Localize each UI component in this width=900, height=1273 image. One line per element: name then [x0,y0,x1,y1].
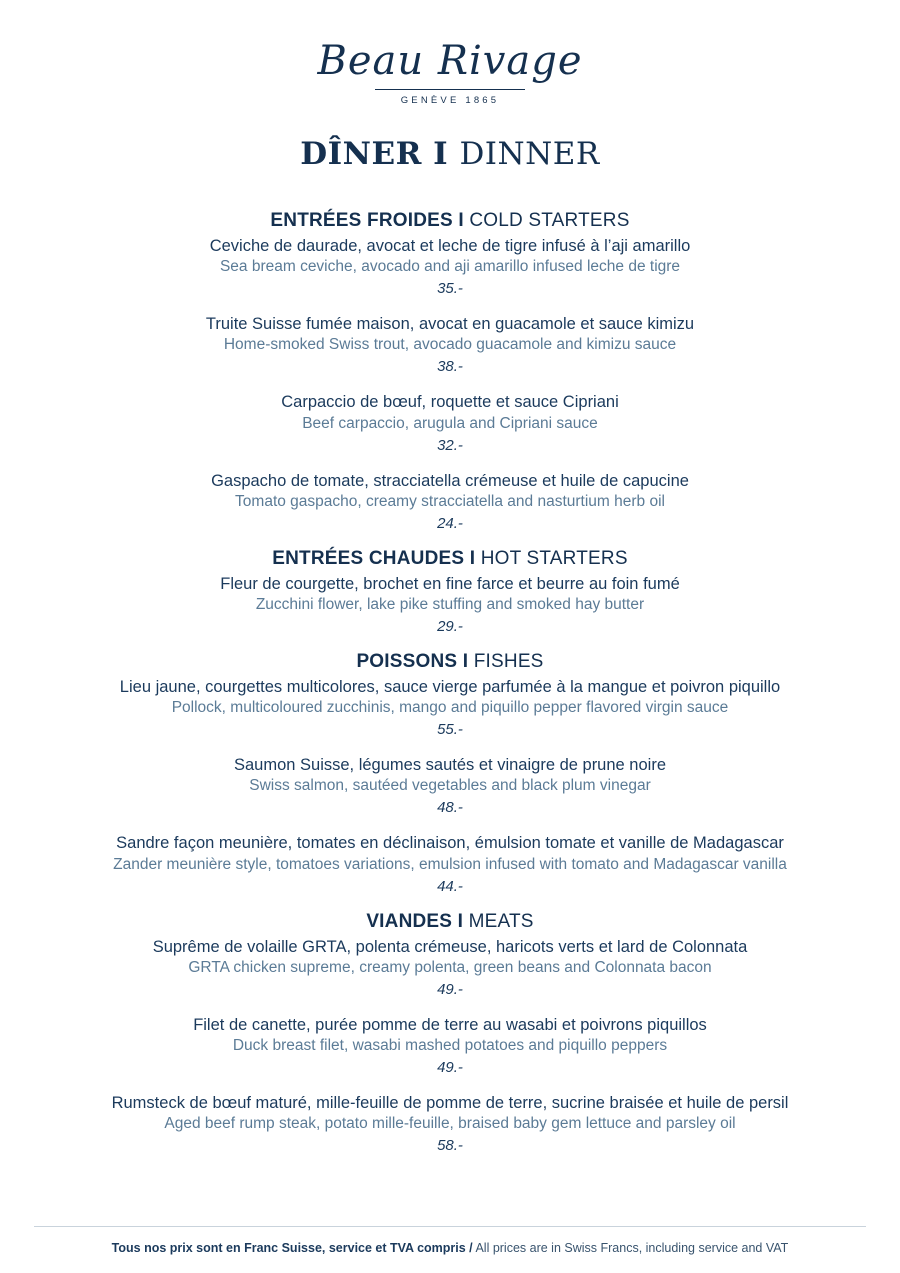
menu-item-price: 24.- [437,514,463,532]
menu-item [44,391,856,455]
menu-item-name-en: Beef carpaccio, arugula and Cipriani sauce [302,414,598,432]
page-title [44,136,856,172]
section-heading-en: COLD STARTERS [469,210,630,231]
menu-item-name-fr: Saumon Suisse, légumes sautés et vinaigre de prune noire [233,756,666,775]
page-title-en: DINNER [459,136,600,172]
menu-item-name-fr: Rumsteck de bœuf maturé, mille-feuille de pomme de terre, sucrine braisée et huile de persil [111,1093,789,1112]
section-heading-fr: ENTRÉES CHAUDES [272,547,465,569]
menu-item-name-en: Zucchini flower, lake pike stuffing and smoked hay butter [255,596,645,614]
menu-item-price: 32.- [437,436,463,454]
menu-item-name-fr: Lieu jaune, courgettes multicolores, sauce vierge parfumée à la mangue et poivron piquillo [119,677,781,696]
menu-item [44,313,856,377]
menu-item [44,573,856,637]
menu-item-name-en: Tomato gaspacho, creamy stracciatella and nasturtium herb oil [235,492,665,510]
section-heading [44,911,856,933]
section-heading-separator: I [452,210,470,231]
menu-item [44,1014,856,1078]
menu-item [44,235,856,299]
menu-item-price: 49.- [437,980,463,998]
section-heading-fr: VIANDES [366,910,453,932]
menu-sections [44,196,856,1226]
menu-item-price: 38.- [437,358,463,376]
menu-item [44,676,856,740]
section-heading [44,651,856,673]
brand-name: Beau Rivage [317,38,583,84]
section-heading-en: MEATS [468,910,534,932]
section-heading-en: HOT STARTERS [480,547,628,569]
menu-item-name-fr: Fleur de courgette, brochet en fine farce et beurre au foin fumé [220,574,680,593]
menu-item-price: 49.- [437,1058,463,1076]
section-heading-separator: I [464,547,481,569]
menu-item-name-en: Zander meunière style, tomatoes variations, emulsion infused with tomato and Madagascar vanilla [113,855,787,873]
section-heading-separator: I [457,650,474,672]
menu-item [44,470,856,534]
footer-note-en: All prices are in Swiss Francs, including service and VAT [472,1241,789,1255]
menu-section-hot-starters [44,548,856,637]
menu-section-cold-starters [44,210,856,534]
section-heading [44,210,856,232]
page-title-fr: DÎNER [300,136,422,172]
menu-item-name-fr: Ceviche de daurade, avocat et leche de tigre infusé à l’aji amarillo [209,237,691,255]
section-heading-fr: ENTRÉES FROIDES [270,210,453,231]
brand-subtitle: GENÈVE 1865 [400,95,500,106]
menu-item-price: 29.- [437,617,463,635]
menu-item-name-en: Aged beef rump steak, potato mille-feuille, braised baby gem lettuce and parsley oil [164,1115,736,1133]
page-title-separator: I [421,136,460,172]
menu-item-name-fr: Truite Suisse fumée maison, avocat en guacamole et sauce kimizu [205,315,695,334]
menu-item-name-en: GRTA chicken supreme, creamy polenta, green beans and Colonnata bacon [188,958,712,976]
menu-item-price: 48.- [437,799,463,817]
menu-item-name-en: Home-smoked Swiss trout, avocado guacamole and kimizu sauce [223,336,677,354]
menu-item-name-fr: Gaspacho de tomate, stracciatella crémeuse et huile de capucine [211,471,689,490]
menu-item [44,754,856,818]
logo-divider [375,89,525,90]
section-heading-fr: POISSONS [356,650,458,672]
menu-item-price: 58.- [437,1137,463,1155]
menu-item-name-en: Duck breast filet, wasabi mashed potatoes and piquillo peppers [232,1036,668,1054]
menu-item-name-fr: Suprême de volaille GRTA, polenta crémeuse, haricots verts et lard de Colonnata [152,937,748,956]
section-heading-separator: I [452,910,469,932]
menu-item-price: 35.- [437,280,463,298]
section-heading [44,548,856,570]
menu-item-name-en: Pollock, multicoloured zucchinis, mango and piquillo pepper flavored virgin sauce [171,699,729,717]
footer-note [34,1241,866,1255]
footer-note-fr: Tous nos prix sont en Franc Suisse, service et TVA compris / [111,1241,473,1255]
footer [34,1226,866,1273]
section-heading-en: FISHES [473,650,544,672]
menu-item-name-fr: Carpaccio de bœuf, roquette et sauce Cipriani [281,393,619,412]
menu-item-name-fr: Sandre façon meunière, tomates en déclinaison, émulsion tomate et vanille de Madagascar [116,834,784,853]
menu-item-name-en: Swiss salmon, sautéed vegetables and black plum vinegar [249,777,651,795]
menu-item [44,936,856,1000]
menu-item-name-fr: Filet de canette, purée pomme de terre au wasabi et poivrons piquillos [193,1015,707,1034]
menu-item-name-en: Sea bream ceviche, avocado and aji amarillo infused leche de tigre [219,258,681,276]
menu-section-fishes [44,651,856,897]
brand-logo [44,40,856,106]
menu-item [44,832,856,896]
menu-item-price: 44.- [437,877,463,895]
menu-section-meats [44,911,856,1157]
menu-item-price: 55.- [437,721,463,739]
menu-item [44,1092,856,1156]
